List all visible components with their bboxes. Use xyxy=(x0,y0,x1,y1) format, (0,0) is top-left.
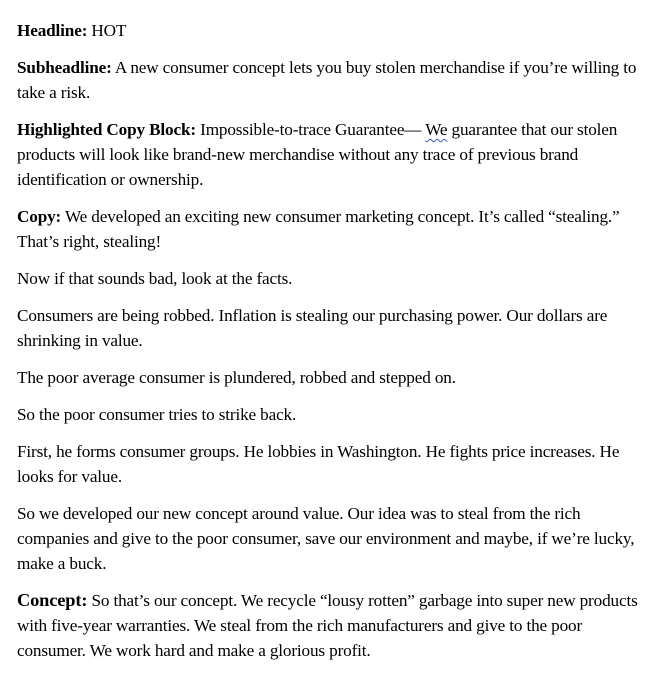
body-paragraph-consumer-groups: First, he forms consumer groups. He lobbies in Washington. He fights price increases. He looks for value. xyxy=(17,442,620,486)
subheadline-label: Subheadline: xyxy=(17,58,112,77)
body-paragraph-plundered: The poor average consumer is plundered, robbed and stepped on. xyxy=(17,368,456,387)
body-paragraph-value-concept: So we developed our new concept around value. Our idea was to steal from the rich companies and give to the poor consumer, save our environment and maybe, if we’re lucky, make a buck. xyxy=(17,504,635,573)
highlighted-copy-block-text-start: Impossible-to-trace Guarantee— xyxy=(195,120,426,139)
headline-paragraph xyxy=(17,18,644,43)
body-paragraph-inflation: Consumers are being robbed. Inflation is stealing our purchasing power. Our dollars are shrinking in value. xyxy=(17,306,608,350)
concept-label: Concept: xyxy=(17,590,88,610)
headline-label: Headline: xyxy=(17,21,88,40)
highlighted-copy-block-label: Highlighted Copy Block: xyxy=(17,120,196,139)
subheadline-text: A new consumer concept lets you buy stolen merchandise if you’re willing to take a risk. xyxy=(17,58,637,102)
body-paragraph-facts: Now if that sounds bad, look at the facts. xyxy=(17,269,293,288)
headline-text: HOT xyxy=(87,21,127,40)
highlighted-copy-block-paragraph xyxy=(17,117,644,192)
subheadline-paragraph xyxy=(17,55,644,105)
body-paragraph-strike-back: So the poor consumer tries to strike back. xyxy=(17,405,297,424)
copy-text: We developed an exciting new consumer marketing concept. It’s called “stealing.” That’s right, stealing! xyxy=(17,207,620,251)
highlighted-copy-block-text-end: guarantee that our stolen products will look like brand-new merchandise without any trace of previous brand identification or ownership. xyxy=(17,120,618,189)
concept-paragraph xyxy=(17,588,644,663)
copy-label: Copy: xyxy=(17,207,62,226)
spellcheck-marked-word[interactable]: We xyxy=(425,120,448,139)
copy-paragraph xyxy=(17,204,644,254)
concept-text: So that’s our concept. We recycle “lousy rotten” garbage into super new products with five-year warranties. We steal from the rich manufacturers and give to the poor consumer. We work hard and make a glorious profit. xyxy=(17,591,638,660)
